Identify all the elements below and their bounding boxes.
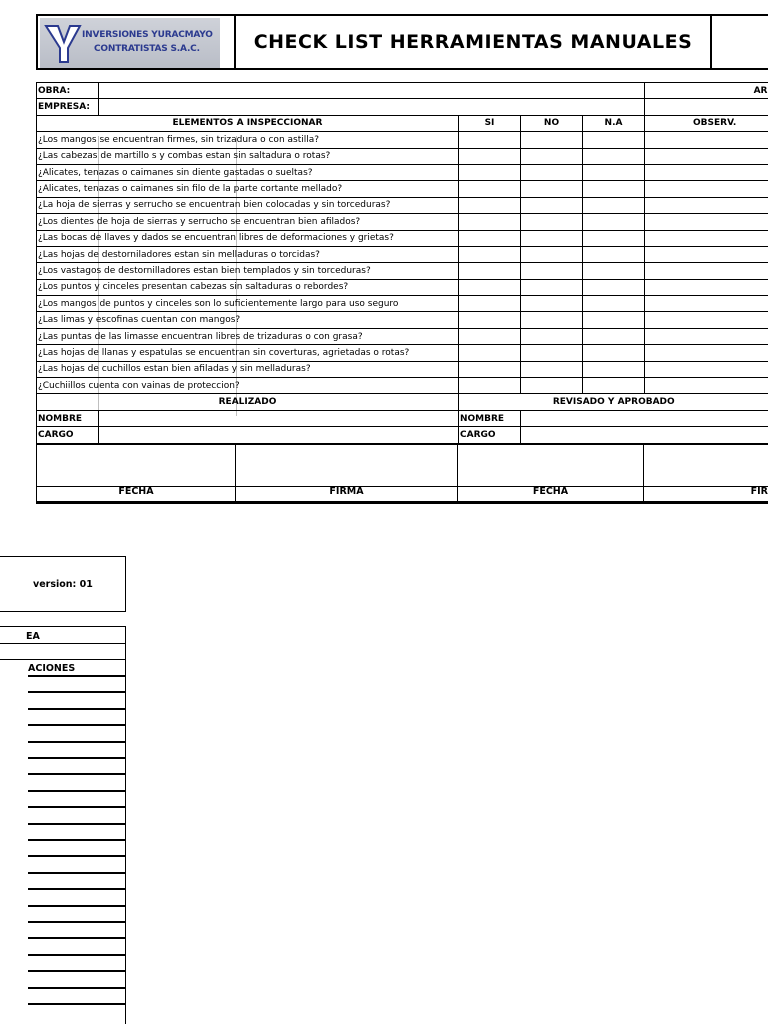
cell-si[interactable] [459,345,521,361]
cell-obs[interactable] [645,263,768,279]
area-fragment: EA [26,631,40,642]
checklist-item-text: ¿Las cabezas de martillo s y combas estan sin saltadura o rotas? [37,148,459,164]
cell-si[interactable] [459,246,521,262]
list-line [28,937,126,939]
cell-no[interactable] [521,328,583,344]
cell-si[interactable] [459,361,521,377]
cell-no[interactable] [521,246,583,262]
checklist-item-row [37,279,768,295]
nombre-left-field[interactable] [99,410,459,426]
checklist-item-row [37,214,768,230]
cell-no[interactable] [521,345,583,361]
list-line [28,872,126,874]
cell-si[interactable] [459,181,521,197]
logo-line1: INVERSIONES YURACMAYO [82,30,213,40]
list-line [28,773,126,775]
version-box [0,556,126,612]
cell-na[interactable] [583,296,645,312]
cell-na[interactable] [583,181,645,197]
nombre-right-label: NOMBRE [459,410,521,426]
company-logo [36,14,236,70]
checklist-item-text: ¿Los mangos se encuentran firmes, sin trizadura o con astilla? [37,132,459,148]
cell-no[interactable] [521,197,583,213]
cell-obs[interactable] [645,148,768,164]
area-label: AR [645,83,768,99]
checklist-sheet [36,14,768,497]
checklist-item-text: ¿Los puntos y cinceles presentan cabezas sin saltaduras o rebordes? [37,279,459,295]
checklist-item-text: ¿Los dientes de hoja de sierras y serrucho se encuentran bien afilados? [37,214,459,230]
cell-obs[interactable] [645,246,768,262]
cell-si[interactable] [459,328,521,344]
logo-y-mark [44,22,82,64]
col-na: N.A [583,115,645,131]
cell-na[interactable] [583,361,645,377]
cell-na[interactable] [583,263,645,279]
checklist-item-row [37,296,768,312]
cell-si[interactable] [459,148,521,164]
cell-no[interactable] [521,312,583,328]
overlay-line [236,136,237,416]
checklist-item-text: ¿Las hojas de llanas y espatulas se encuentran sin coverturas, agrietadas o rotas? [37,345,459,361]
checklist-item-text: ¿La hoja de sierras y serrucho se encuentran bien colocadas y sin torceduras? [37,197,459,213]
logo-line2: CONTRATISTAS S.A.C. [94,44,200,54]
cell-si[interactable] [459,230,521,246]
list-line [28,905,126,907]
cell-si[interactable] [459,132,521,148]
cell-obs[interactable] [645,296,768,312]
nombre-row [37,410,768,426]
checklist-item-text: ¿Alicates, tenazas o caimanes sin diente gastadas o sueltas? [37,164,459,180]
list-line [28,839,126,841]
empresa-label: EMPRESA: [37,99,99,115]
col-observaciones: OBSERV. [645,115,768,131]
nombre-left-label: NOMBRE [37,410,99,426]
cell-obs[interactable] [645,345,768,361]
firma-right-label: FIR [750,486,768,497]
cell-obs[interactable] [645,132,768,148]
cell-na[interactable] [583,148,645,164]
cell-si[interactable] [459,263,521,279]
checklist-item-row [37,230,768,246]
lower-panel [0,556,130,1024]
cell-obs[interactable] [645,181,768,197]
checklist-item-row [37,361,768,377]
cell-na[interactable] [583,132,645,148]
cell-si[interactable] [459,279,521,295]
list-line [28,724,126,726]
checklist-item-row [37,164,768,180]
cell-no[interactable] [521,279,583,295]
realizado-label: REALIZADO [37,394,459,410]
checklist-item-text: ¿Los vastagos de destornilladores estan bien templados y sin torceduras? [37,263,459,279]
cargo-right-label: CARGO [459,427,521,443]
col-elementos: ELEMENTOS A INSPECCIONAR [37,115,459,131]
cell-na[interactable] [583,312,645,328]
observaciones-fragment: ACIONES [28,663,76,674]
checklist-item-text: ¿Las hojas de destorniladores estan sin melladuras o torcidas? [37,246,459,262]
list-line [28,691,126,693]
cell-na[interactable] [583,197,645,213]
cell-no[interactable] [521,148,583,164]
overlay-line [98,136,99,416]
column-header-row [37,115,768,131]
checklist-item-text: ¿Las hojas de cuchillos estan bien afiladas y sin melladuras? [37,361,459,377]
checklist-item-row [37,148,768,164]
header [36,14,768,70]
cell-no[interactable] [521,132,583,148]
checklist-item-row [37,378,768,394]
checklist-table [36,82,768,444]
cell-na[interactable] [583,345,645,361]
checklist-item-text: ¿Los mangos de puntos y cinceles son lo suficientemente largo para uso seguro [37,296,459,312]
cell-si[interactable] [459,296,521,312]
list-divider [0,659,126,660]
cell-no[interactable] [521,214,583,230]
signoff-header-row [37,394,768,410]
lower-list [0,626,126,1024]
cell-si[interactable] [459,214,521,230]
list-line [28,823,126,825]
checklist-item-text: ¿Las limas y escofinas cuentan con mangos? [37,312,459,328]
cell-na[interactable] [583,246,645,262]
cell-si[interactable] [459,164,521,180]
cargo-row [37,427,768,443]
cell-no[interactable] [521,164,583,180]
cell-na[interactable] [583,230,645,246]
checklist-item-row [37,328,768,344]
cell-na[interactable] [583,164,645,180]
checklist-item-row [37,263,768,279]
list-line [28,921,126,923]
cell-na[interactable] [583,214,645,230]
cell-na[interactable] [583,378,645,394]
cell-no[interactable] [521,230,583,246]
cell-na[interactable] [583,279,645,295]
firma-left-label: FIRMA [329,486,364,497]
cell-si[interactable] [459,378,521,394]
checklist-item-row [37,345,768,361]
list-line [28,708,126,710]
list-line [28,790,126,792]
cell-obs[interactable] [645,164,768,180]
version-label: version: 01 [33,579,93,590]
list-line [28,987,126,989]
title-box [234,14,712,70]
checklist-item-text: ¿Cuchiillos cuenta con vainas de proteccion? [37,378,459,394]
fecha-left-label: FECHA [118,486,154,497]
checklist-item-row [37,246,768,262]
cell-si[interactable] [459,312,521,328]
col-no: NO [521,115,583,131]
list-line [28,675,126,677]
checklist-item-row [37,312,768,328]
page-title: CHECK LIST HERRAMIENTAS MANUALES [253,31,693,53]
cell-obs[interactable] [645,230,768,246]
cell-obs[interactable] [645,214,768,230]
cell-obs[interactable] [645,197,768,213]
list-line [28,741,126,743]
list-divider [0,643,126,644]
cell-no[interactable] [521,296,583,312]
cell-si[interactable] [459,197,521,213]
cell-obs[interactable] [645,328,768,344]
obra-field[interactable] [99,83,645,99]
checklist-item-text: ¿Alicates, tenazas o caimanes sin filo de la parte cortante mellado? [37,181,459,197]
cargo-left-field[interactable] [99,427,459,443]
list-line [28,888,126,890]
cell-obs[interactable] [645,361,768,377]
cell-no[interactable] [521,263,583,279]
cargo-left-label: CARGO [37,427,99,443]
header-right-cell [710,14,768,70]
cell-obs[interactable] [645,312,768,328]
checklist-item-row [37,132,768,148]
list-line [28,1003,126,1005]
list-line [28,970,126,972]
cell-obs[interactable] [645,279,768,295]
checklist-item-text: ¿Las bocas de llaves y dados se encuentran libres de deformaciones y grietas? [37,230,459,246]
nombre-right-field[interactable] [521,410,768,426]
cell-na[interactable] [583,328,645,344]
cell-obs[interactable] [645,378,768,394]
checklist-item-row [37,181,768,197]
list-line [28,757,126,759]
fecha-right-label: FECHA [532,486,569,497]
empresa-field[interactable] [99,99,645,115]
cell-no[interactable] [521,361,583,377]
revisado-label: REVISADO Y APROBADO [459,394,768,410]
empresa-row [37,99,768,115]
sig-bottom-line [36,502,768,504]
area-field[interactable] [645,99,768,115]
col-si: SI [459,115,521,131]
checklist-item-text: ¿Las puntas de las limasse encuentran libres de trizaduras o con grasa? [37,328,459,344]
checklist-item-row [37,197,768,213]
cell-no[interactable] [521,378,583,394]
cargo-right-field[interactable] [521,427,768,443]
list-line [28,954,126,956]
list-line [28,855,126,857]
obra-label: OBRA: [37,83,99,99]
obra-row [37,83,768,99]
list-line [28,806,126,808]
cell-no[interactable] [521,181,583,197]
